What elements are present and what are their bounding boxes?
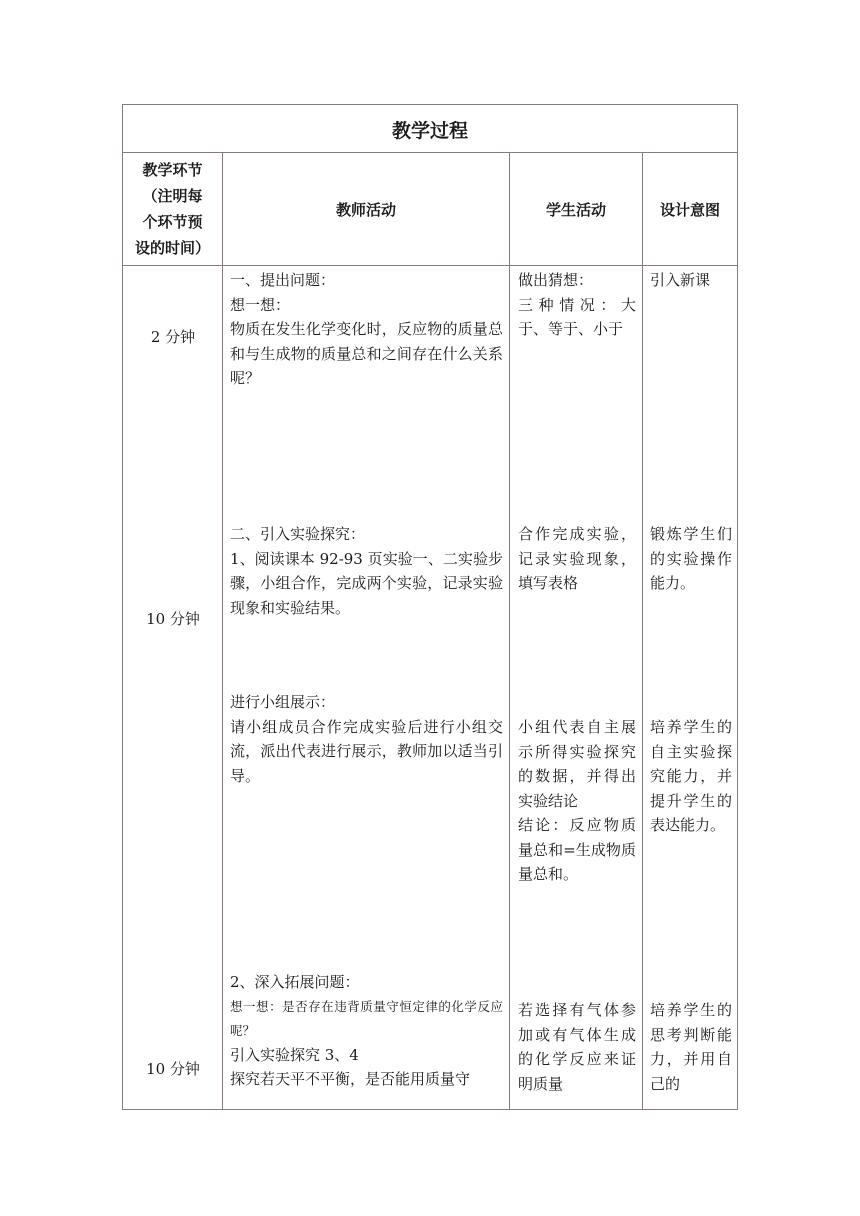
text-line: 做出猜想： [518, 271, 594, 289]
table-title: 教学过程 [391, 119, 468, 142]
header-stage-line: （注明每 [142, 187, 203, 205]
text-line: 引入实验探究 3、4 [230, 1045, 359, 1064]
header-stage-line: 个环节预 [142, 213, 203, 231]
text-line: 进行小组展示： [230, 693, 336, 711]
header-teacher: 教师活动 [335, 200, 396, 219]
text-line: 三种情况：大于、等于、小于 [518, 295, 636, 338]
teaching-process-table [122, 104, 738, 1110]
teacher-activity [230, 970, 503, 1092]
header-intent: 设计意图 [659, 200, 720, 219]
header-stage-line: 教学环节 [142, 161, 203, 179]
teacher-activity [230, 522, 503, 620]
text-line: 2、深入拓展问题： [230, 973, 360, 991]
header-stage-line: 设的时间） [134, 239, 210, 257]
text-line: 物质在发生化学变化时，反应物的质量总和与生成物的质量总和之间存在什么关系呢？ [230, 320, 503, 387]
text-line: 探究若天平不平衡，是否能用质量守 [230, 1070, 471, 1088]
design-intent: 培养学生的自主实验探究能力，并提升学生的表达能力。 [650, 718, 732, 834]
stage-time: 10 分钟 [146, 610, 200, 628]
stage-time: 10 分钟 [146, 1060, 200, 1078]
text-line: 请小组成员合作完成实验后进行小组交流，派出代表进行展示，教师加以适当引导。 [230, 717, 503, 785]
text-line: 结论：反应物质量总和=生成物质量总和。 [518, 816, 636, 883]
text-line: 想一想：是否存在违背质量守恒定律的化学反应呢？ [230, 998, 503, 1038]
text-line: 想一想： [230, 295, 291, 314]
text-line: 一、提出问题： [230, 271, 336, 289]
stage-time: 2 分钟 [150, 328, 196, 346]
divider [509, 153, 510, 1109]
design-intent: 锻炼学生们的实验操作能力。 [650, 525, 732, 592]
header-stage [123, 153, 222, 265]
divider [642, 153, 643, 1109]
student-activity [518, 268, 636, 342]
text-line: 1、阅读课本 92-93 页实验一、二实验步骤，小组合作，完成两个实验，记录实验现象和实验结果。 [230, 549, 503, 617]
text-line: 小组代表自主展示所得实验探究的数据，并得出实验结论 [518, 718, 636, 810]
teacher-activity [230, 268, 503, 391]
design-intent: 引入新课 [650, 271, 711, 289]
teacher-activity [230, 690, 503, 788]
divider [123, 265, 737, 266]
text-line: 二、引入实验探究： [230, 525, 366, 543]
design-intent: 培养学生的思考判断能力，并用自己的 [650, 1001, 732, 1093]
header-student: 学生活动 [545, 200, 606, 219]
student-activity: 合作完成实验，记录实验现象，填写表格 [518, 525, 636, 592]
student-activity: 若选择有气体参加或有气体生成的化学反应来证明质量 [518, 1001, 636, 1093]
student-activity [518, 715, 636, 887]
